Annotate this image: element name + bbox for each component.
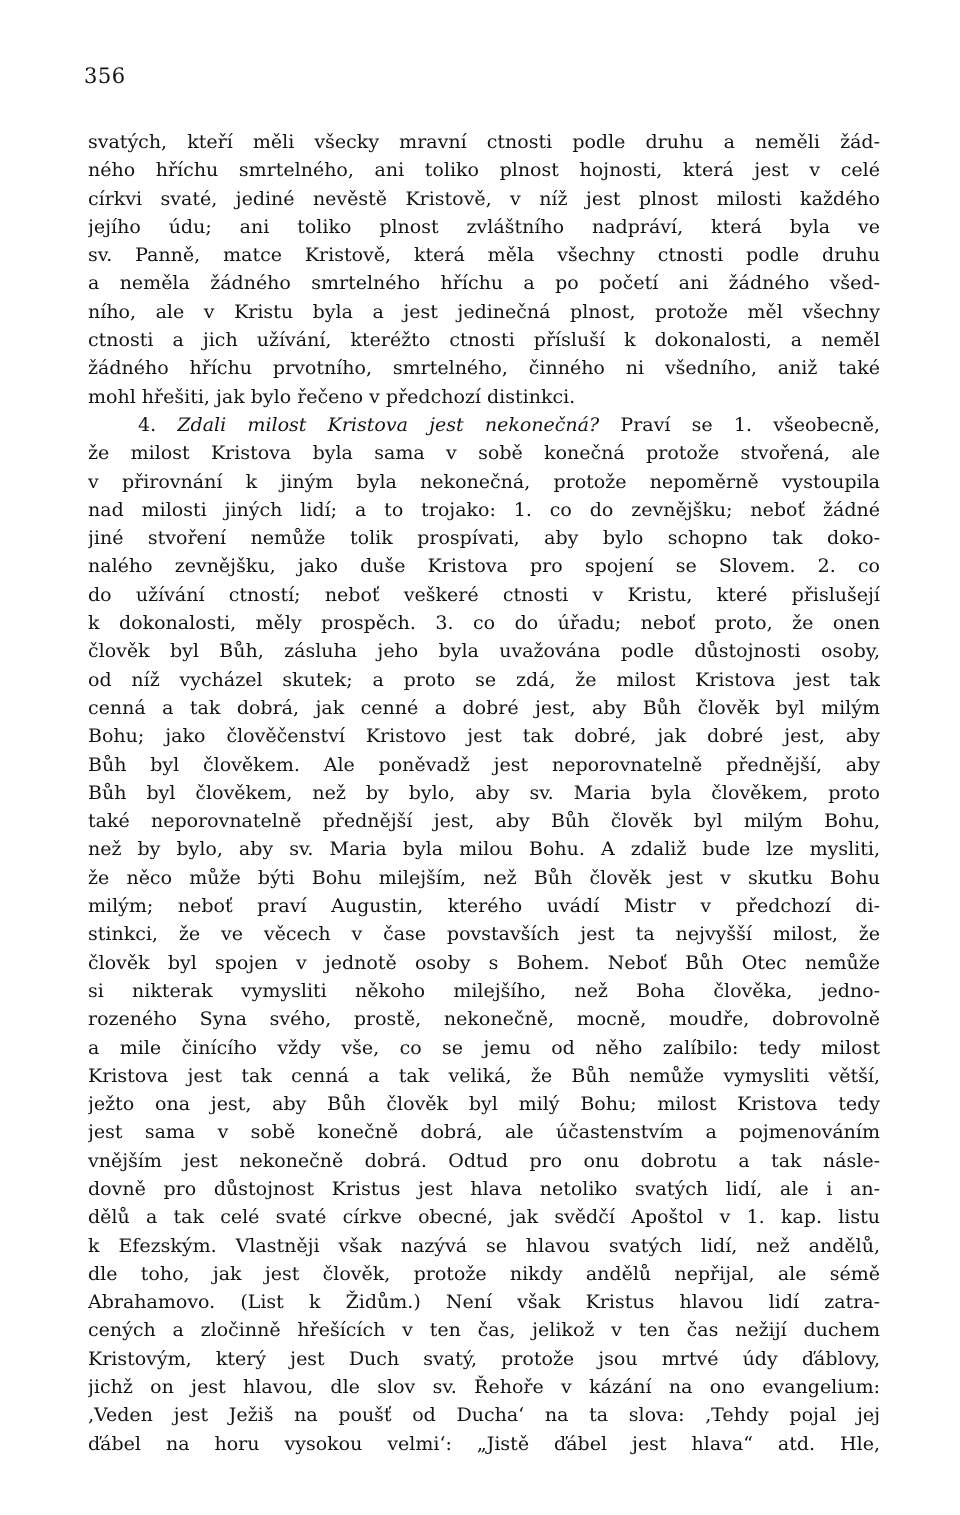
text-line: a mile činícího vždy vše, co se jemu od něho zalíbilo: tedy milost xyxy=(88,1036,880,1059)
text-line: než by bylo, aby sv. Maria byla milou Bohu. A zdaliž bude lze mysliti, xyxy=(88,838,880,861)
text-line: člověk byl spojen v jednotě osoby s Bohem. Neboť Bůh Otec nemůže xyxy=(88,951,880,974)
text-line xyxy=(88,411,880,439)
text-line: od níž vycházel skutek; a proto se zdá, že milost Kristova jest tak xyxy=(88,668,880,691)
text-line: cených a zločinně hřešících v ten čas, jelikož v ten čas nežijí duchem xyxy=(88,1319,880,1342)
text-line: ježto ona jest, aby Bůh člověk byl milý Bohu; milost Kristova tedy xyxy=(88,1093,880,1116)
text-line: žádného hříchu prvotního, smrtelného, činného ni všedního, aniž také xyxy=(88,357,880,380)
text-line: stinkci, že ve věcech v čase povstavších jest ta nejvyšší milost, že xyxy=(88,923,880,946)
text-line: milým; neboť praví Augustin, kterého uvádí Mistr v předchozí di- xyxy=(88,895,880,918)
text-line: si nikterak vymysliti někoho milejšího, než Boha člověka, jedno- xyxy=(88,979,880,1002)
text-line: Kristovým, který jest Duch svatý, protože jsou mrtvé údy ďáblovy, xyxy=(88,1347,880,1370)
section-question: Zdali milost Kristova jest nekonečná? xyxy=(177,413,600,436)
text-line: ního, ale v Kristu byla a jest jedinečná plnost, protože měl všechny xyxy=(88,300,880,323)
text-line: Bohu; jako člověčenství Kristovo jest tak dobré, jak dobré jest, aby xyxy=(88,725,880,748)
text-line: ctnosti a jich užívání, kteréžto ctnosti přísluší k dokonalosti, a neměl xyxy=(88,329,880,352)
body-text xyxy=(88,128,880,1458)
text-line: cenná a tak dobrá, jak cenné a dobré jest, aby Bůh člověk byl milým xyxy=(88,696,880,719)
text-line: k Efezským. Vlastněji však nazývá se hlavou svatých lidí, než andělů, xyxy=(88,1234,880,1257)
text-line: Abrahamovo. (List k Židům.) Není však Kristus hlavou lidí zatra- xyxy=(88,1291,880,1314)
text-line: do užívání ctností; neboť veškeré ctnosti v Kristu, které přislušejí xyxy=(88,583,880,606)
text-line: jichž on jest hlavou, dle slov sv. Řehoře v kázání na ono evangelium: xyxy=(88,1376,880,1399)
text-line: v přirovnání k jiným byla nekonečná, protože nepoměrně vystoupila xyxy=(88,470,880,493)
text-line: církvi svaté, jediné nevěstě Kristově, v níž jest plnost milosti každého xyxy=(88,187,880,210)
text-line: k dokonalosti, měly prospěch. 3. co do úřadu; neboť proto, že onen xyxy=(88,612,880,635)
text-line: Bůh byl člověkem, než by bylo, aby sv. Maria byla člověkem, proto xyxy=(88,781,880,804)
text-line: dělů a tak celé svaté církve obecné, jak svědčí Apoštol v 1. kap. listu xyxy=(88,1206,880,1229)
text-line: a neměla žádného smrtelného hříchu a po početí ani žádného všed- xyxy=(88,272,880,295)
text-line: dovně pro důstojnost Kristus jest hlava netoliko svatých lidí, ale i an- xyxy=(88,1177,880,1200)
text-line: že něco může býti Bohu milejším, než Bůh člověk jest v skutku Bohu xyxy=(88,866,880,889)
text-line: dle toho, jak jest člověk, protože nikdy andělů nepřijal, ale sémě xyxy=(88,1262,880,1285)
line-text: Praví se 1. všeobecně, xyxy=(599,413,880,436)
page-number: 356 xyxy=(84,64,126,88)
text-line: svatých, kteří měli všecky mravní ctnosti podle druhu a neměli žád- xyxy=(88,131,880,153)
text-line: ného hříchu smrtelného, ani toliko plnost hojnosti, která jest v celé xyxy=(88,159,880,182)
text-line: nalého zevnějšku, jako duše Kristova pro spojení se Slovem. 2. co xyxy=(88,555,880,578)
text-line: člověk byl Bůh, zásluha jeho byla uvažována podle důstojnosti osoby, xyxy=(88,640,880,663)
text-line: Bůh byl člověkem. Ale poněvadž jest neporovnatelně přednější, aby xyxy=(88,753,880,776)
text-line: ďábel na horu vysokou velmi‘: „Jistě ďábel jest hlava“ atd. Hle, xyxy=(88,1432,880,1455)
text-line: také neporovnatelně přednější jest, aby Bůh člověk byl milým Bohu, xyxy=(88,810,880,833)
text-line: jejího údu; ani toliko plnost zvláštního nadpráví, která byla ve xyxy=(88,215,880,238)
text-line: rozeného Syna svého, prostě, nekonečně, mocně, moudře, dobrovolně xyxy=(88,1008,880,1031)
text-line: že milost Kristova byla sama v sobě konečná protože stvořená, ale xyxy=(88,442,880,465)
text-line: Kristova jest tak cenná a tak veliká, že Bůh nemůže vymysliti větší, xyxy=(88,1064,880,1087)
text-line: jiné stvoření nemůže tolik prospívati, aby bylo schopno tak doko- xyxy=(88,527,880,550)
text-line: jest sama v sobě konečně dobrá, ale účastenstvím a pojmenováním xyxy=(88,1121,880,1144)
text-line: mohl hřešiti, jak bylo řečeno v předchozí distinkci. xyxy=(88,385,576,408)
text-line: ‚Veden jest Ježiš na poušť od Ducha‘ na ta slova: ‚Tehdy pojal jej xyxy=(88,1404,880,1427)
text-line: vnějším jest nekonečně dobrá. Odtud pro onu dobrotu a tak násle- xyxy=(88,1149,880,1172)
text-line: sv. Panně, matce Kristově, která měla všechny ctnosti podle druhu xyxy=(88,244,880,267)
text-line: nad milosti jiných lidí; a to trojako: 1. co do zevnějšku; neboť žádné xyxy=(88,498,880,521)
section-number: 4. xyxy=(138,413,178,436)
